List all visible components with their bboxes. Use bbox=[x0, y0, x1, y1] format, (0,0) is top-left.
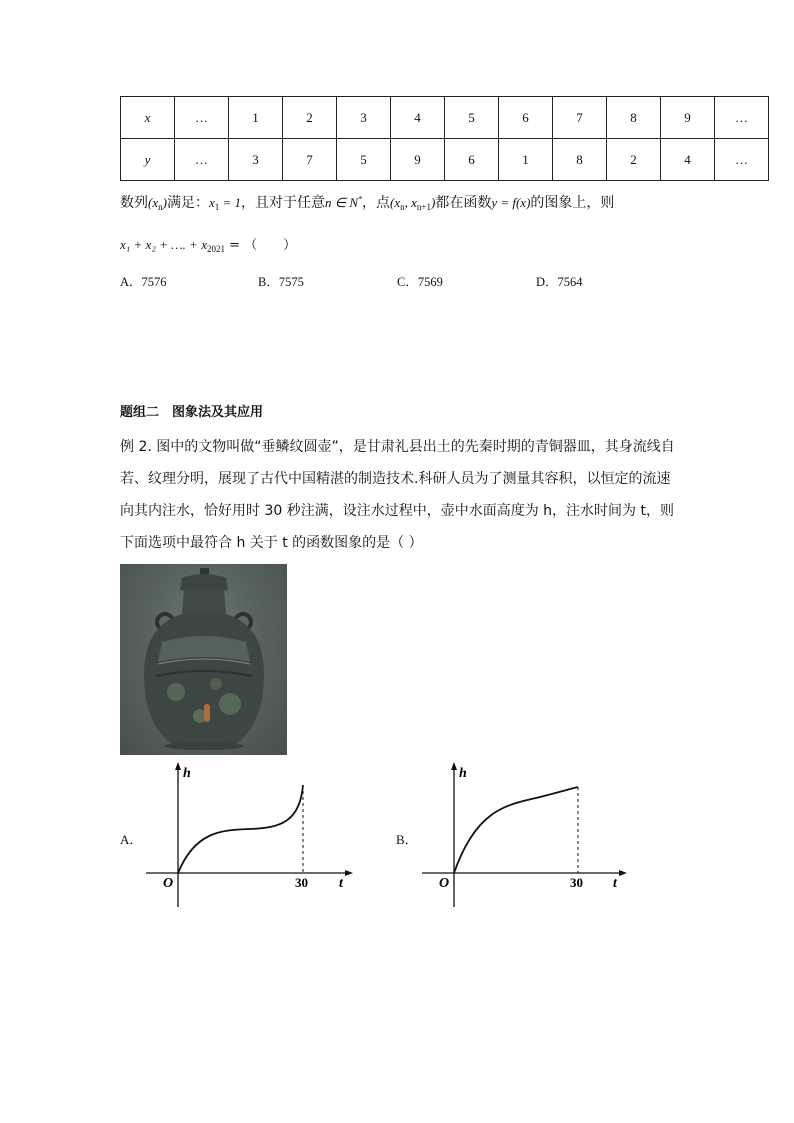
table-cell: 1 bbox=[499, 139, 553, 181]
table-cell: 3 bbox=[229, 139, 283, 181]
table-cell: y bbox=[121, 139, 175, 181]
table-cell: 8 bbox=[607, 97, 661, 139]
stem-text: 的图象上，则 bbox=[530, 195, 615, 211]
table-cell: … bbox=[175, 139, 229, 181]
y-axis-arrow bbox=[451, 762, 457, 770]
table-cell: x bbox=[121, 97, 175, 139]
table-cell: 8 bbox=[553, 139, 607, 181]
question-1-stem bbox=[120, 192, 614, 212]
option-b[interactable]: B．7575 bbox=[258, 275, 304, 289]
table-cell: 4 bbox=[391, 97, 445, 139]
y-axis-arrow bbox=[175, 762, 181, 770]
table-cell: 5 bbox=[337, 139, 391, 181]
y-axis-label: h bbox=[459, 766, 467, 781]
table-row-x bbox=[121, 97, 769, 139]
table-cell: 6 bbox=[499, 97, 553, 139]
graph-b bbox=[416, 760, 636, 910]
table-cell: … bbox=[715, 97, 769, 139]
table-cell: … bbox=[715, 139, 769, 181]
x-axis-label: t bbox=[339, 876, 343, 891]
curve-b bbox=[454, 787, 578, 873]
table-cell: … bbox=[175, 97, 229, 139]
paragraph-line: 向其内注水，恰好用时 30 秒注满，设注水过程中，壶中水面高度为 h，注水时间为 t，则 bbox=[120, 503, 674, 519]
tick-label: 30 bbox=[570, 875, 583, 890]
x-axis-arrow bbox=[345, 870, 353, 876]
origin-label: O bbox=[439, 876, 450, 891]
table-row-y bbox=[121, 139, 769, 181]
stem-text: ，点 bbox=[362, 195, 391, 211]
option-c[interactable]: C．7569 bbox=[397, 275, 443, 289]
stem-text: 数列 bbox=[120, 195, 148, 211]
point-notation: ($x_n$, $x_{n+1}$) bbox=[390, 195, 436, 212]
question-2-stem bbox=[120, 431, 720, 559]
table-cell: 9 bbox=[661, 97, 715, 139]
x-axis-arrow bbox=[619, 870, 627, 876]
table-cell: 6 bbox=[445, 139, 499, 181]
option-d[interactable]: D．7564 bbox=[536, 275, 583, 289]
graph-b-option-label[interactable]: B． bbox=[396, 832, 418, 847]
curve-a bbox=[178, 785, 303, 873]
table-cell: 9 bbox=[391, 139, 445, 181]
y-axis-label: h bbox=[183, 766, 191, 781]
graph-a-option-label[interactable]: A． bbox=[120, 832, 143, 847]
xy-value-table bbox=[120, 96, 769, 181]
origin-label: O bbox=[163, 876, 174, 891]
x-axis-label: t bbox=[613, 876, 617, 891]
stem-text: 满足： bbox=[166, 195, 209, 211]
function-notation: y = f(x) bbox=[491, 195, 531, 210]
table-cell: 7 bbox=[553, 97, 607, 139]
paragraph-line: 例 2. 图中的文物叫做“垂鳞纹圆壶”，是甘肃礼县出土的先秦时期的青铜器皿，其身流线自 bbox=[120, 439, 675, 455]
table-cell: 5 bbox=[445, 97, 499, 139]
bronze-vessel-photo bbox=[120, 564, 287, 755]
paragraph-line: 若、纹理分明，展现了古代中国精湛的制造技术.科研人员为了测量其容积，以恒定的流速 bbox=[120, 471, 671, 487]
option-a[interactable]: A．7576 bbox=[120, 275, 167, 289]
table-cell: 1 bbox=[229, 97, 283, 139]
stem-text: 都在函数 bbox=[435, 195, 492, 211]
graph-a bbox=[140, 760, 360, 910]
vessel-illustration bbox=[120, 564, 287, 755]
table-cell: 2 bbox=[607, 139, 661, 181]
tick-label: 30 bbox=[295, 875, 308, 890]
table-cell: 3 bbox=[337, 97, 391, 139]
stem-text: ，且对于任意 bbox=[241, 195, 326, 211]
table-cell: 4 bbox=[661, 139, 715, 181]
initial-condition: $x_1 = 1$ bbox=[208, 195, 242, 212]
table-cell: 7 bbox=[283, 139, 337, 181]
table-cell: 2 bbox=[283, 97, 337, 139]
section-heading: 题组二 图象法及其应用 bbox=[120, 405, 264, 420]
sum-expression: x₁ + x₂ + …. + $x_{2021}$ = （ ） bbox=[120, 237, 297, 254]
n-domain: n ∈ N* bbox=[325, 194, 363, 210]
sequence-notation: $(x_n)$ bbox=[148, 195, 167, 212]
paragraph-line: 下面选项中最符合 h 关于 t 的函数图象的是（ ） bbox=[120, 535, 423, 551]
